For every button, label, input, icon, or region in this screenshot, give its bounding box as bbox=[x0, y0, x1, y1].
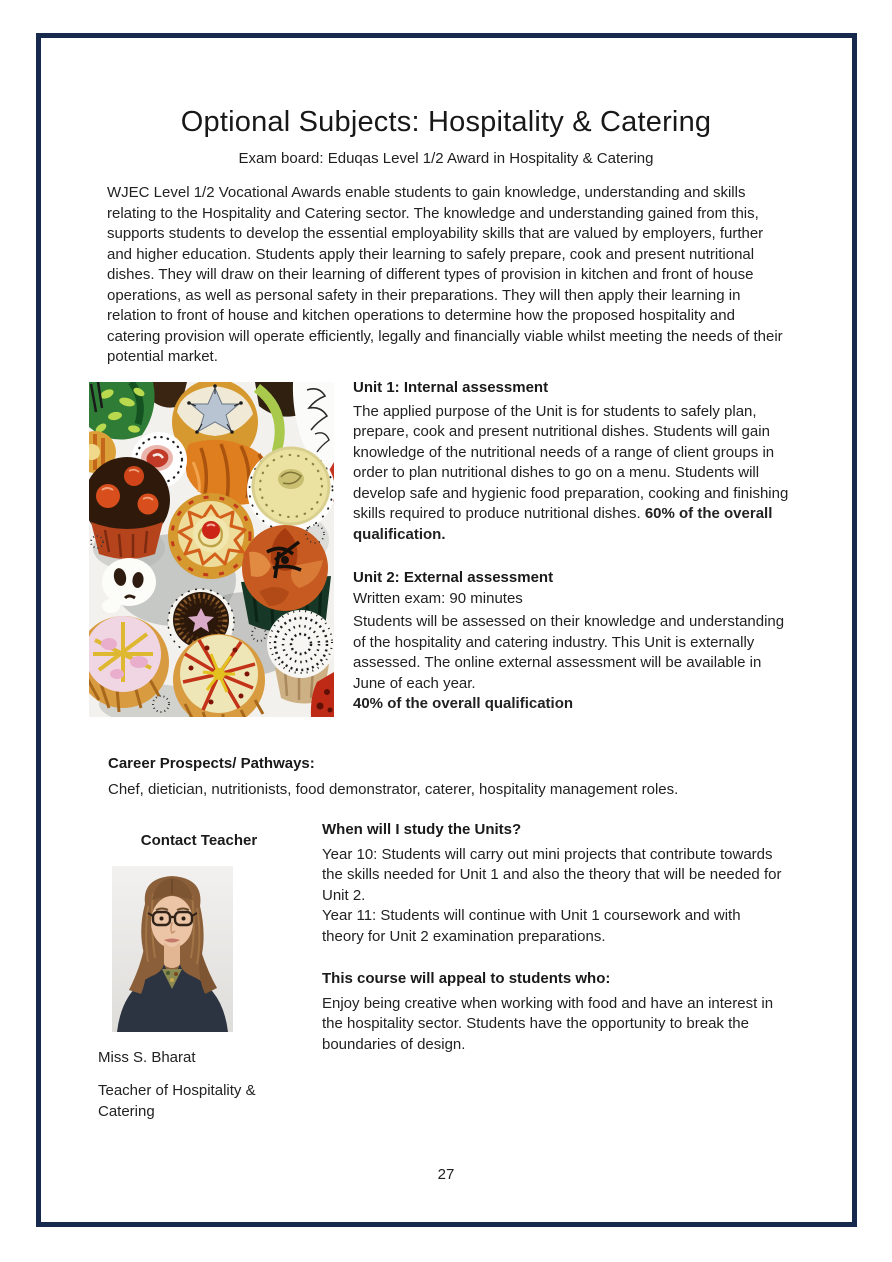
page-number: 27 bbox=[437, 1166, 455, 1183]
study-paragraph bbox=[322, 845, 784, 948]
study-info-section bbox=[322, 820, 784, 1055]
food-artwork-image bbox=[89, 382, 334, 717]
teacher-role: Teacher of Hospitality & Catering bbox=[98, 1082, 256, 1120]
study-year10-text: Year 10: Students will carry out mini projects that contribute towards the skills needed for Unit 1 and also the theory that will be needed for Unit 2. bbox=[322, 845, 782, 904]
unit2-paragraph bbox=[353, 612, 790, 715]
exam-board-subtitle: Exam board: Eduqas Level 1/2 Award in Hospitality & Catering bbox=[238, 150, 654, 167]
career-heading: Career Prospects/ Pathways: bbox=[108, 755, 315, 772]
career-body: Chef, dietician, nutritionists, food demonstrator, caterer, hospitality management roles. bbox=[108, 780, 679, 798]
units-section bbox=[353, 378, 790, 715]
unit1-emphasis-text: 60% of the overall qualification. bbox=[353, 505, 773, 543]
unit1-body-text: The applied purpose of the Unit is for students to safely plan, prepare, cook and present nutritional dishes. Students will gain knowledge of the nutritional needs of a range of client groups in order to plan nutritional dishes to go on a menu. Students will develop safe and hygienic food preparation, cooking and finishing skills required to produce nutritional dishes. bbox=[353, 402, 789, 522]
appeal-body: Enjoy being creative when working with food and have an interest in the hospitality sector. Students have the opportunity to break the boundaries of design. bbox=[322, 994, 774, 1053]
unit1-heading: Unit 1: Internal assessment bbox=[353, 379, 549, 396]
unit1-paragraph bbox=[353, 402, 790, 546]
unit2-exam-format: Written exam: 90 minutes bbox=[353, 589, 523, 607]
study-year11-text: Year 11: Students will continue with Unit 1 coursework and with theory for Unit 2 examination preparations. bbox=[322, 907, 741, 945]
unit2-body-text: Students will be assessed on their knowledge and understanding of the hospitality and catering industry. This Unit is externally assessed. The online external assessment will be available in June of each year. bbox=[353, 613, 785, 692]
study-heading: When will I study the Units? bbox=[322, 821, 522, 838]
unit2-heading: Unit 2: External assessment bbox=[353, 569, 554, 586]
career-prospects-section bbox=[108, 754, 792, 800]
cupcakes-painting-graphic bbox=[89, 382, 334, 717]
teacher-photo bbox=[112, 866, 233, 1032]
appeal-heading: This course will appeal to students who: bbox=[322, 970, 611, 987]
teacher-name: Miss S. Bharat bbox=[98, 1049, 196, 1066]
page-title: Optional Subjects: Hospitality & Catering bbox=[180, 106, 712, 138]
unit2-emphasis-text: 40% of the overall qualification bbox=[353, 695, 574, 712]
teacher-portrait-graphic bbox=[112, 866, 233, 1032]
contact-teacher-heading: Contact Teacher bbox=[140, 832, 258, 849]
intro-paragraph: WJEC Level 1/2 Vocational Awards enable students to gain knowledge, understanding and skills relating to the Hospitality and Catering sector. The knowledge and understanding gained from this, supports students to develop the essential employability skills that are valued by employers, further and higher education. Students apply their learning to safely prepare, cook and present nutritional dishes. They will draw on their learning of different types of provision in kitchen and front of house operations, as well as personal safety in their preparations. They will then apply their learning in relation to front of house and kitchen operations to determine how the proposed hospitality and catering provision will operate efficiently, legally and financially viable whilst meeting the needs of their potential market. bbox=[107, 184, 783, 365]
